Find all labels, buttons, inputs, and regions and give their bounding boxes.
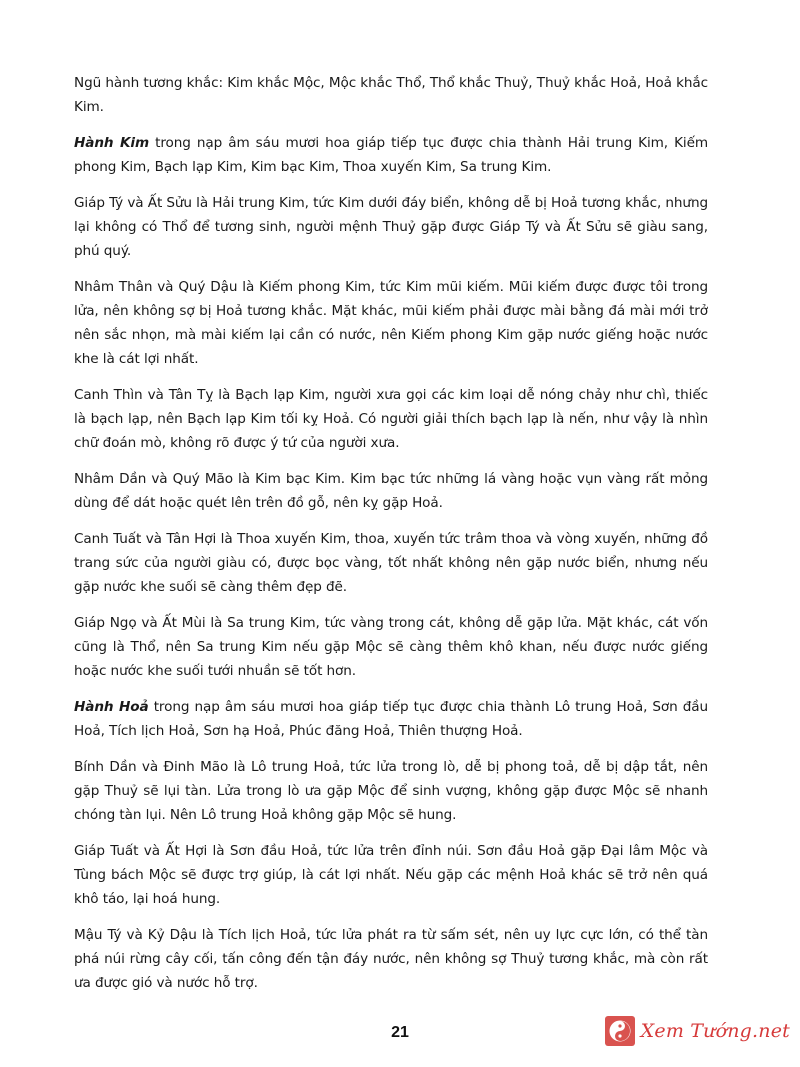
watermark-logo[interactable] [605,1016,790,1046]
page-number: 21 [391,1024,409,1041]
yin-yang-icon [605,1016,635,1046]
paragraph-2: Hành Kim trong nạp âm sáu mươi hoa giáp tiếp tục được chia thành Hải trung Kim, Kiếm phong Kim, Bạch lạp Kim, Kim bạc Kim, Thoa xuyến Kim, Sa trung Kim. [74,135,708,175]
paragraph-3: Giáp Tý và Ất Sửu là Hải trung Kim, tức Kim dưới đáy biển, không dễ bị Hoả tương khắc, nhưng lại không có Thổ để tương sinh, người mệnh Thuỷ gặp được Giáp Tý và Ất Sửu sẽ giàu sang, phú quý. [74,195,708,259]
paragraph-8: Giáp Ngọ và Ất Mùi là Sa trung Kim, tức vàng trong cát, không dễ gặp lửa. Mặt khác, cát vốn cũng là Thổ, nên Sa trung Kim nếu gặp Mộc sẽ càng thêm khô khan, nếu được nước giếng hoặc nước khe suối tưới nhuần sẽ tốt hơn. [74,615,708,679]
paragraph-lead: Hành Hoả [74,699,149,715]
paragraph-7: Canh Tuất và Tân Hợi là Thoa xuyến Kim, thoa, xuyến tức trâm thoa và vòng xuyến, những đồ trang sức của người giàu có, được bọc vàng, tốt nhất không nên gặp nước biển, nhưng nếu gặp nước khe suối sẽ càng thêm đẹp đẽ. [74,531,708,595]
paragraph-10: Bính Dần và Đinh Mão là Lô trung Hoả, tức lửa trong lò, dễ bị phong toả, dễ bị dập tắt, nên gặp Thuỷ sẽ lụi tàn. Lửa trong lò ưa gặp Mộc để sinh vượng, không gặp được Mộc sẽ nhanh chóng tàn lụi. Nên Lô trung Hoả không gặp Mộc sẽ hung. [74,759,708,823]
paragraph-12: Mậu Tý và Kỷ Dậu là Tích lịch Hoả, tức lửa phát ra từ sấm sét, nên uy lực cực lớn, có thể tàn phá núi rừng cây cối, tấn công đến tận đáy nước, nên không sợ Thuỷ tương khắc, mà còn rất ưa được gió và nước hỗ trợ. [74,927,708,991]
paragraph-6: Nhâm Dần và Quý Mão là Kim bạc Kim. Kim bạc tức những lá vàng hoặc vụn vàng rất mỏng dùng để dát hoặc quét lên trên đồ gỗ, nên kỵ gặp Hoả. [74,471,708,511]
paragraph-9: Hành Hoả trong nạp âm sáu mươi hoa giáp tiếp tục được chia thành Lô trung Hoả, Sơn đầu Hoả, Tích lịch Hoả, Sơn hạ Hoả, Phúc đăng Hoả, Thiên thượng Hoả. [74,699,709,739]
paragraph-11: Giáp Tuất và Ất Hợi là Sơn đầu Hoả, tức lửa trên đỉnh núi. Sơn đầu Hoả gặp Đại lâm Mộc và Tùng bách Mộc sẽ được trợ giúp, là cát lợi nhất. Nếu gặp các mệnh Hoả khác sẽ trở nên quá khô táo, lại hoá hung. [74,843,708,907]
paragraph-1: Ngũ hành tương khắc: Kim khắc Mộc, Mộc khắc Thổ, Thổ khắc Thuỷ, Thuỷ khắc Hoả, Hoả khắc Kim. [74,75,708,115]
watermark-text: Xem Tướng.net [640,1020,790,1042]
paragraph-lead: Hành Kim [74,135,150,151]
paragraph-5: Canh Thìn và Tân Tỵ là Bạch lạp Kim, người xưa gọi các kim loại dễ nóng chảy như chì, thiếc là bạch lạp, nên Bạch lạp Kim tối kỵ Hoả. Có người giải thích bạch lạp là nến, như vậy là nhìn chữ đoán mò, không rõ được ý tứ của người xưa. [74,387,708,451]
page-body [74,71,708,1007]
paragraph-4: Nhâm Thân và Quý Dậu là Kiếm phong Kim, tức Kim mũi kiếm. Mũi kiếm được được tôi trong lửa, nên không sợ bị Hoả tương khắc. Mặt khác, mũi kiếm phải được mài bằng đá mài mới trở nên sắc nhọn, mà mài kiếm lại cần có nước, nên Kiếm phong Kim gặp nước giếng hoặc nước khe là cát lợi nhất. [74,279,708,367]
